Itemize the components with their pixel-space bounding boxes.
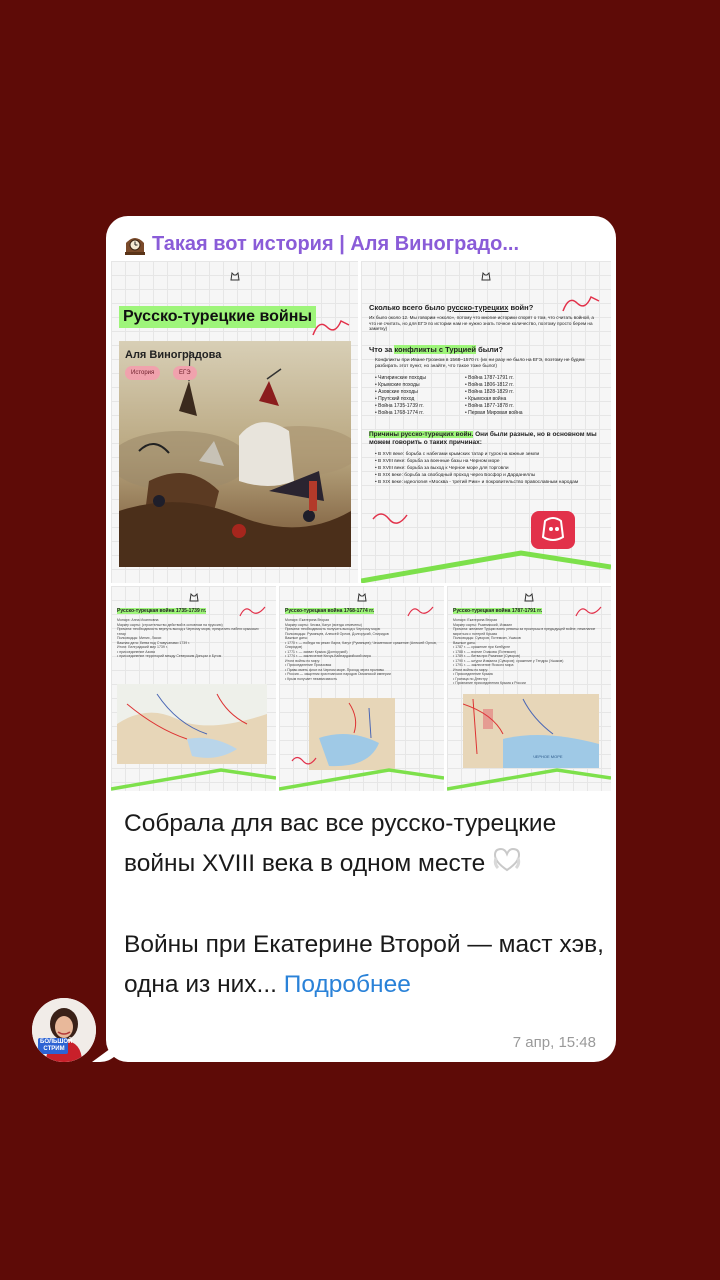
- war-detail-line: Итоги: Белградский мир 1739 г.: [117, 645, 168, 649]
- war-detail-line: • Присоединение Приазовья: [285, 663, 332, 667]
- war-detail-line: • Граница по Днестру: [453, 676, 488, 681]
- war-detail-line: • 1787 г. — сражение при Кинбурне: [453, 645, 511, 649]
- wolf-logo-icon: [230, 271, 240, 281]
- war-detail-line: Полководцы: Миних, Ласси: [117, 636, 162, 640]
- message-timestamp: 7 апр, 15:48: [512, 1034, 596, 1051]
- wolf-logo-icon: [481, 271, 491, 281]
- war-list-item: • Война 1806-1812 гг.: [465, 382, 514, 388]
- war-details: [453, 618, 605, 686]
- war-detail-line: • Россия — защитник христианских народов Османской империи: [285, 672, 391, 676]
- war-detail-line: Маркер карты: Рымникский, Измаил: [453, 622, 513, 627]
- war-detail-line: • присоединение территорий между Северским Донцом и Бугом: [117, 654, 222, 658]
- war-detail-line: • Крым получает независимость: [285, 676, 338, 681]
- war-list-item: • Азовские походы: [375, 389, 418, 395]
- question-conflicts: Что за конфликты с Турцией были?: [369, 345, 504, 354]
- war-detail-line: • Присоединение Крыма: [453, 672, 493, 676]
- war-detail-line: Полководцы: Румянцев, Алексей Орлов, Долгорукий, Спиридов: [285, 631, 389, 636]
- war-list-item: • Война 1828-1829 гг.: [465, 389, 514, 395]
- map-label-black-sea: ЧЕРНОЕ МОРЕ: [533, 754, 563, 759]
- war-list-item: • Первая Мировая война: [465, 410, 523, 416]
- heart-hands-icon: [492, 845, 522, 885]
- green-chevron-decoration: [361, 543, 611, 583]
- wars-list-left: [375, 375, 475, 417]
- war-detail-line: Полководцы: Суворов, Потемкин, Ушаков: [453, 636, 521, 640]
- caption-line-1: Собрала для вас все русско-турецкие войны XVIII века в одном месте: [124, 810, 557, 877]
- green-chevron-decoration: [447, 762, 611, 791]
- conflict-ivan: Конфликты при Иване Грозном в 1568–1570 гг. (их ни разу не было на ЕГЭ, поэтому не будем разбирать этот пункт, но знайте, что такое тоже было!): [375, 358, 585, 369]
- slide-cover[interactable]: [111, 261, 358, 583]
- slide-war-1768[interactable]: [279, 586, 444, 791]
- war-detail-line: • 1788 г. — взятие Очакова (Потемкин): [453, 649, 516, 654]
- wars-list-right: [465, 375, 565, 417]
- slide-overview[interactable]: [361, 261, 611, 583]
- war-list-item: • Война 1735-1739 гг.: [375, 403, 424, 409]
- war-details: [285, 618, 437, 681]
- war-list-item: • Крымские походы: [375, 382, 420, 388]
- war-list-item: • Прутский поход: [375, 396, 415, 402]
- war-detail-line: • 1774 г. — заключение Кючук-Кайнарджийский мира: [285, 654, 371, 658]
- image-album[interactable]: [111, 261, 611, 791]
- war-list-item: • Война 1787-1791 гг.: [465, 375, 514, 381]
- message-bubble[interactable]: [106, 216, 616, 1062]
- slide-title: Русско-турецкие войны: [119, 306, 316, 328]
- reason-item: • В XVII веке: борьба с набегами крымских татар и турок на южные земли: [375, 452, 540, 457]
- war-title: Русско-турецкая война 1787-1791 гг.: [453, 608, 543, 614]
- reason-item: • В XIX веке: идеология «Москва - третий Рим» и покровительство православным народам: [375, 480, 579, 485]
- green-chevron-decoration: [279, 762, 444, 791]
- caption-line-2: Войны при Екатерине Второй — маст хэв, одна из них...: [124, 930, 604, 998]
- channel-header[interactable]: [124, 230, 598, 258]
- channel-name: Такая вот история | Аля Виноградо...: [152, 232, 520, 255]
- war-list-item: • Чигиринские походы: [375, 375, 426, 381]
- red-squiggle-decoration: [407, 604, 435, 618]
- read-more-link[interactable]: Подробнее: [283, 970, 411, 998]
- war-detail-line: • 1789 г. — битва при Рымнике (Суворов): [453, 654, 521, 658]
- war-list-item: • Война 1877-1878 гг.: [465, 403, 514, 409]
- red-squiggle-decoration: [575, 604, 603, 618]
- war-detail-line: • Признание присоединения Крыма к России: [453, 681, 526, 685]
- war-detail-line: • Право иметь флот на Черном море. Проход через проливы: [285, 667, 385, 672]
- war-detail-line: Важные даты:: [285, 636, 308, 640]
- war-detail-line: Итоги войны по миру:: [285, 658, 321, 663]
- war-detail-line: Монарх: Анна Иоанновна: [117, 618, 159, 622]
- war-title: Русско-турецкая война 1768-1774 гг.: [285, 608, 375, 614]
- war-detail-line: • присоединение Азова: [117, 649, 155, 654]
- message-text: [124, 804, 604, 1005]
- war-detail-line: Важные даты:: [453, 640, 476, 645]
- answer-how-many: Их было около 12. Мы говорим «около», потому что многие историки спорят о том, что считать войной, а что не считать, но для ЕГЭ по истории нам не нужно знать точное количество, поэтому просто берем на заметку): [369, 315, 594, 332]
- war-detail-line: Причина: необходимость получить выход к Черному морю: [285, 627, 381, 631]
- green-chevron-decoration: [111, 762, 276, 791]
- reason-item: • В XIX веке: борьба за свободный проход через Босфор и Дарданеллы: [375, 473, 536, 478]
- war-list-item: • Война 1768-1774 гг.: [375, 410, 424, 416]
- tag-ege: ЕГЭ: [173, 366, 197, 380]
- wolf-logo-icon: [189, 592, 199, 602]
- question-reasons: Причины русско-турецких войн. Они были разные, но в основном мы можем говорить о таких причинах:: [369, 431, 597, 447]
- war-detail-line: • 1791 г. — заключение Ясского мира: [453, 663, 514, 667]
- author-name: Аля Виноградова: [125, 349, 222, 361]
- war-detail-line: Итоги войны по миру:: [453, 667, 489, 672]
- avatar[interactable]: [32, 998, 96, 1062]
- tag-history: История: [125, 366, 160, 380]
- war-detail-line: Причина: необходимость вернуть выход к Черному морю, прекратить набеги крымских татар: [117, 627, 259, 636]
- war-detail-line: Важная дата: битва под Ставучанами 1739 г.: [117, 640, 190, 645]
- red-squiggle-decoration: [239, 604, 267, 618]
- stream-badge: БОЛЬШОЙ СТРИМ: [40, 1039, 73, 1052]
- war-detail-line: • 1771 г. — захват Крыма (Долгорукий): [285, 649, 348, 654]
- historical-map: [463, 694, 599, 768]
- war-detail-line: Маркер карты: Чесма, Кагул (всегда отмечены): [285, 622, 362, 627]
- war-details: [117, 618, 267, 659]
- reason-item: • В XVIII веке: борьба за военные базы на Черном море: [375, 459, 500, 464]
- war-list-item: • Крымская война: [465, 396, 507, 402]
- slide-war-1735[interactable]: [111, 586, 276, 791]
- war-detail-line: Причина: желание Турции взять реванш за проигрыш в предыдущей войне, нежелание мириться с потерей Крыма: [453, 627, 596, 636]
- war-detail-line: • 1790 г. — штурм Измаила (Суворов); сражение у Тендры (Ушаков): [453, 658, 564, 663]
- wolf-logo-icon: [357, 592, 367, 602]
- war-detail-line: Монарх: Екатерина Вторая: [285, 618, 329, 622]
- war-detail-line: • 1770 г. — победа на реках Ларга, Кагул (Румянцев); Чесменское сражение (Алексей Орлов, Спиридов): [285, 640, 437, 649]
- red-squiggle-decoration: [371, 509, 411, 529]
- historical-map: [309, 698, 395, 770]
- war-title: Русско-турецкая война 1735-1739 гг.: [117, 608, 207, 614]
- reason-item: • В XVIII веке: борьба за выход к Черное море для торговли: [375, 466, 509, 471]
- war-detail-line: Монарх: Екатерина Вторая: [453, 618, 497, 622]
- question-how-many: Сколько всего было русско-турецких войн?: [369, 303, 534, 312]
- historical-map: [117, 684, 267, 764]
- mantel-clock-icon: [124, 233, 146, 255]
- war-detail-line: Маркер карты: (строительство действий в основном на пруссию): [117, 622, 223, 627]
- reasons-list: [375, 451, 597, 486]
- slide-war-1787[interactable]: [447, 586, 611, 791]
- red-squiggle-decoration: [311, 317, 351, 337]
- wolf-logo-icon: [524, 592, 534, 602]
